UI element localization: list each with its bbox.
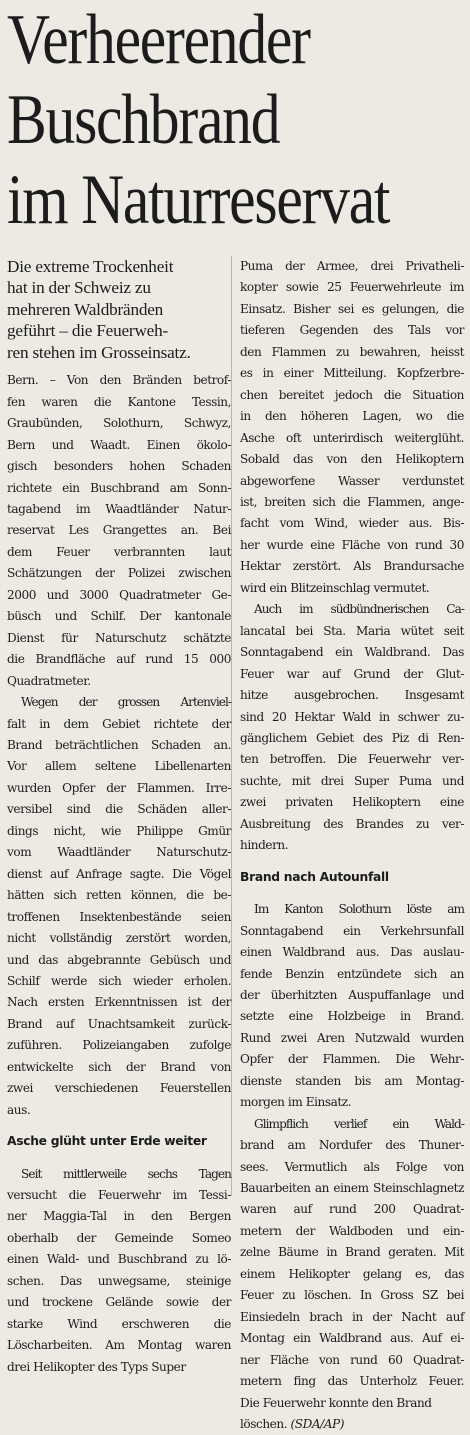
left-column — [7, 256, 231, 1378]
lead-line: ren stehen im Grosseinsatz. — [7, 342, 191, 362]
lead-paragraph — [7, 256, 231, 363]
text-line: Im Kanton Solothurn löste am — [254, 902, 464, 917]
text-line: zuführen. Polizeiangaben zufolge — [7, 1038, 231, 1053]
text-line: ner Fläche von rund 60 Quadrat- — [240, 1352, 464, 1367]
text-line: einen Wald- und Buschbrand zu lö- — [7, 1252, 231, 1267]
text-line: einen Waldbrand aus. Das auslau- — [240, 945, 464, 960]
text-line: Brand auf Unachtsamkeit zurück- — [7, 1016, 231, 1031]
text-line: Feuer zu löschen. In Gross SZ bei — [240, 1288, 464, 1303]
text-line: und das abgebrannte Gebüsch und — [7, 952, 231, 967]
text-line: troffenen Insektenbestände seien — [7, 909, 231, 924]
spacer — [7, 1121, 231, 1131]
text-line: oberhalb der Gemeinde Someo — [7, 1230, 231, 1245]
text-line: vom Waadtländer Naturschutz- — [7, 845, 231, 860]
text-line: Rund zwei Aren Nutzwald wurden — [240, 1030, 464, 1045]
text-line: Feuer war auf Grund der Glut- — [240, 666, 464, 681]
text-line: Bern. – Von den Bränden betrof- — [7, 373, 231, 388]
text-line: nicht vollständig zerstört worden, — [7, 931, 231, 946]
lead-line: mehreren Waldbränden — [7, 299, 164, 319]
text-line: sind 20 Hektar Wald in schwer zu- — [240, 709, 464, 724]
column-rule — [231, 256, 232, 1196]
lead-line: hat in der Schweiz zu — [7, 278, 151, 298]
text-line: Bern und Waadt. Einen ökolo- — [7, 437, 231, 452]
text-line: zwei verschiedenen Feuerstellen — [7, 1081, 231, 1096]
byline: (SDA/AP) — [290, 1417, 345, 1432]
text-line: setzte eine Holzbeige in Brand. — [240, 1009, 464, 1024]
text-line: reservat Les Grangettes an. Bei — [7, 523, 231, 538]
text-line: wird ein Blitzeinschlag vermutet. — [240, 580, 430, 595]
text-line: Sonntagabend ein Waldbrand. Das — [240, 645, 464, 660]
text-line: büsch und Schilf. Der kantonale — [7, 609, 231, 624]
text-line: Hektar zerstört. Als Brandursache — [240, 559, 464, 574]
right-column — [240, 256, 464, 1435]
text-line: der überhitzten Auspuffanlage und — [240, 987, 464, 1002]
subheading: Brand nach Autounfall — [240, 869, 389, 884]
text-line: lancatal bei Sta. Maria wütet seit — [240, 623, 464, 638]
text-line: starke Wind erschweren die — [7, 1316, 231, 1331]
body-paragraph — [240, 256, 464, 599]
text-line: Graubünden, Solothurn, Schwyz, — [7, 416, 231, 431]
text-line: Ausbreitung des Brandes zu ver- — [240, 816, 464, 831]
lead-line: geführt – die Feuerweh- — [7, 321, 169, 341]
headline-line: im Naturreservat — [7, 161, 390, 239]
text-line: tieferen Gegenden des Tals vor — [240, 323, 464, 338]
text-line: facht vom Wind, wieder aus. Bis- — [240, 516, 464, 531]
text-line: Vor allem seltene Libellenarten — [7, 759, 231, 774]
text-line: gänglichem Gebiet des Piz di Ren- — [240, 730, 464, 745]
text-line: ner Maggia-Tal in den Bergen — [7, 1209, 231, 1224]
body-paragraph — [7, 370, 231, 692]
text-line: falt in dem Gebiet richtete der — [7, 716, 231, 731]
text-line: metern fing das Unterholz Feuer. — [240, 1374, 464, 1389]
text-line: die Brandfläche auf rund 15 000 — [7, 652, 231, 667]
spacer — [240, 857, 464, 867]
text-line: Montag ein Waldbrand aus. Auf ei- — [240, 1331, 464, 1346]
text-line: sees. Vermutlich als Folge von — [240, 1159, 464, 1174]
text-line: waren auf rund 200 Quadrat- — [240, 1202, 464, 1217]
text-line: drei Helikopter des Typs Super — [7, 1359, 186, 1374]
headline-line: Verheerender — [7, 1, 310, 79]
text-line: Quadratmeter. — [7, 673, 91, 688]
body-paragraph — [7, 1164, 231, 1379]
body-paragraph — [240, 599, 464, 856]
text-line: dings nicht, wie Philippe Gmür — [7, 823, 231, 838]
text-line: Asche oft unterirdisch weiterglüht. — [240, 430, 464, 445]
text-line: chen bereitet jedoch die Situation — [240, 387, 464, 402]
text-line: morgen im Einsatz. — [240, 1095, 352, 1110]
text-line: aus. — [7, 1102, 31, 1117]
text-line: zelne Bäume in Brand geraten. Mit — [240, 1245, 464, 1260]
text-line: Schätzungen der Polizei zwischen — [7, 566, 231, 581]
text-line: metern der Waldboden und ein- — [240, 1223, 464, 1238]
text-line: Schilf werde sich wieder erholen. — [7, 973, 231, 988]
text-line: Löscharbeiten. Am Montag waren — [7, 1338, 231, 1353]
closing-line — [240, 1414, 464, 1435]
text-line: Die Feuerwehr konnte den Brand — [240, 1395, 432, 1410]
text-line: Sobald das von den Helikoptern — [240, 452, 464, 467]
text-line: wurden Opfer der Flammen. Irre- — [7, 780, 231, 795]
text-line: gisch besonders hohen Schaden — [7, 459, 231, 474]
text-line: Nach ersten Erkenntnissen ist der — [7, 995, 231, 1010]
text-line: fende Benzin entzündete sich an — [240, 966, 464, 981]
text-line: dem Feuer verbrannten laut — [7, 544, 231, 559]
text-line: versucht die Feuerwehr im Tessi- — [7, 1188, 231, 1203]
text-line: Puma der Armee, drei Privatheli- — [240, 259, 464, 273]
text-line: Wegen der grossen Artenviel- — [21, 695, 231, 710]
text-line: Sonntagabend ein Verkehrsunfall — [240, 923, 464, 938]
text-line: tagabend im Waadtländer Natur- — [7, 501, 231, 516]
text-line: einem Helikopter gelang es, das — [240, 1266, 464, 1281]
lead-line: Die extreme Trockenheit — [7, 257, 174, 276]
text-line: zwei privaten Helikoptern eine — [240, 795, 464, 810]
text-line: ten betroffen. Die Feuerwehr ver- — [240, 752, 464, 767]
text-line: 2000 und 3000 Quadratmeter Ge- — [7, 587, 231, 602]
text-line: richtete ein Buschbrand am Sonn- — [7, 480, 231, 495]
text-line: Opfer der Flammen. Die Wehr- — [240, 1052, 464, 1067]
text-line: hätten sich retten können, die be- — [7, 888, 231, 903]
text-line: es in einer Mitteilung. Kopfzerbre- — [240, 366, 464, 381]
text-line: Dienst für Naturschutz schätzte — [7, 630, 231, 645]
text-line: Glimpflich verlief ein Wald- — [254, 1116, 464, 1131]
text-line: Einsiedeln brach in der Nacht auf — [240, 1309, 464, 1324]
text-line: dienst auf Anfrage sagte. Die Vögel — [7, 866, 231, 881]
text-line: Auch im südbündnerischen Ca- — [254, 602, 464, 617]
text-line: hindern. — [240, 838, 289, 853]
subheading: Asche glüht unter Erde weiter — [7, 1134, 207, 1149]
text-line: brand am Nordufer des Thuner- — [240, 1138, 464, 1153]
headline-line: Buschbrand — [7, 81, 280, 159]
text-line: fen waren die Kantone Tessin, — [7, 394, 231, 409]
text-line: schen. Das unwegsame, steinige — [7, 1273, 231, 1288]
text-line: entwickelte sich der Brand von — [7, 1059, 231, 1074]
closing-text: löschen. — [240, 1417, 288, 1432]
headline — [7, 0, 393, 240]
text-line: hitze ausgebrochen. Insgesamt — [240, 688, 464, 703]
spacer — [7, 1153, 231, 1164]
text-line: versibel sind die Schäden aller- — [7, 802, 231, 817]
text-line: ist, breiten sich die Flammen, ange- — [240, 494, 464, 509]
text-line: Bauarbeiten an einem Steinschlagnetz — [240, 1181, 464, 1196]
body-paragraph — [240, 899, 464, 1114]
text-line: Seit mittlerweile sechs Tagen — [21, 1166, 231, 1181]
text-line: und trockene Gelände sowie der — [7, 1295, 231, 1310]
text-line: in den höheren Lagen, wo die — [240, 409, 464, 424]
body-paragraph — [240, 1114, 464, 1414]
text-line: abgeworfene Wasser verdunstet — [240, 473, 464, 488]
body-paragraph — [7, 692, 231, 1121]
text-line: Einsatz. Bisher sei es gelungen, die — [240, 301, 464, 316]
spacer — [240, 888, 464, 899]
text-line: dienste standen bis am Montag- — [240, 1073, 464, 1088]
text-line: den Flammen zu bewahren, heisst — [240, 344, 464, 359]
text-line: kopter sowie 25 Feuerwehrleute im — [240, 280, 464, 295]
text-line: suchte, mit drei Super Puma und — [240, 773, 464, 788]
text-line: Brand beträchtlichen Schaden an. — [7, 737, 231, 752]
text-line: her wurde eine Fläche von rund 30 — [240, 537, 464, 552]
